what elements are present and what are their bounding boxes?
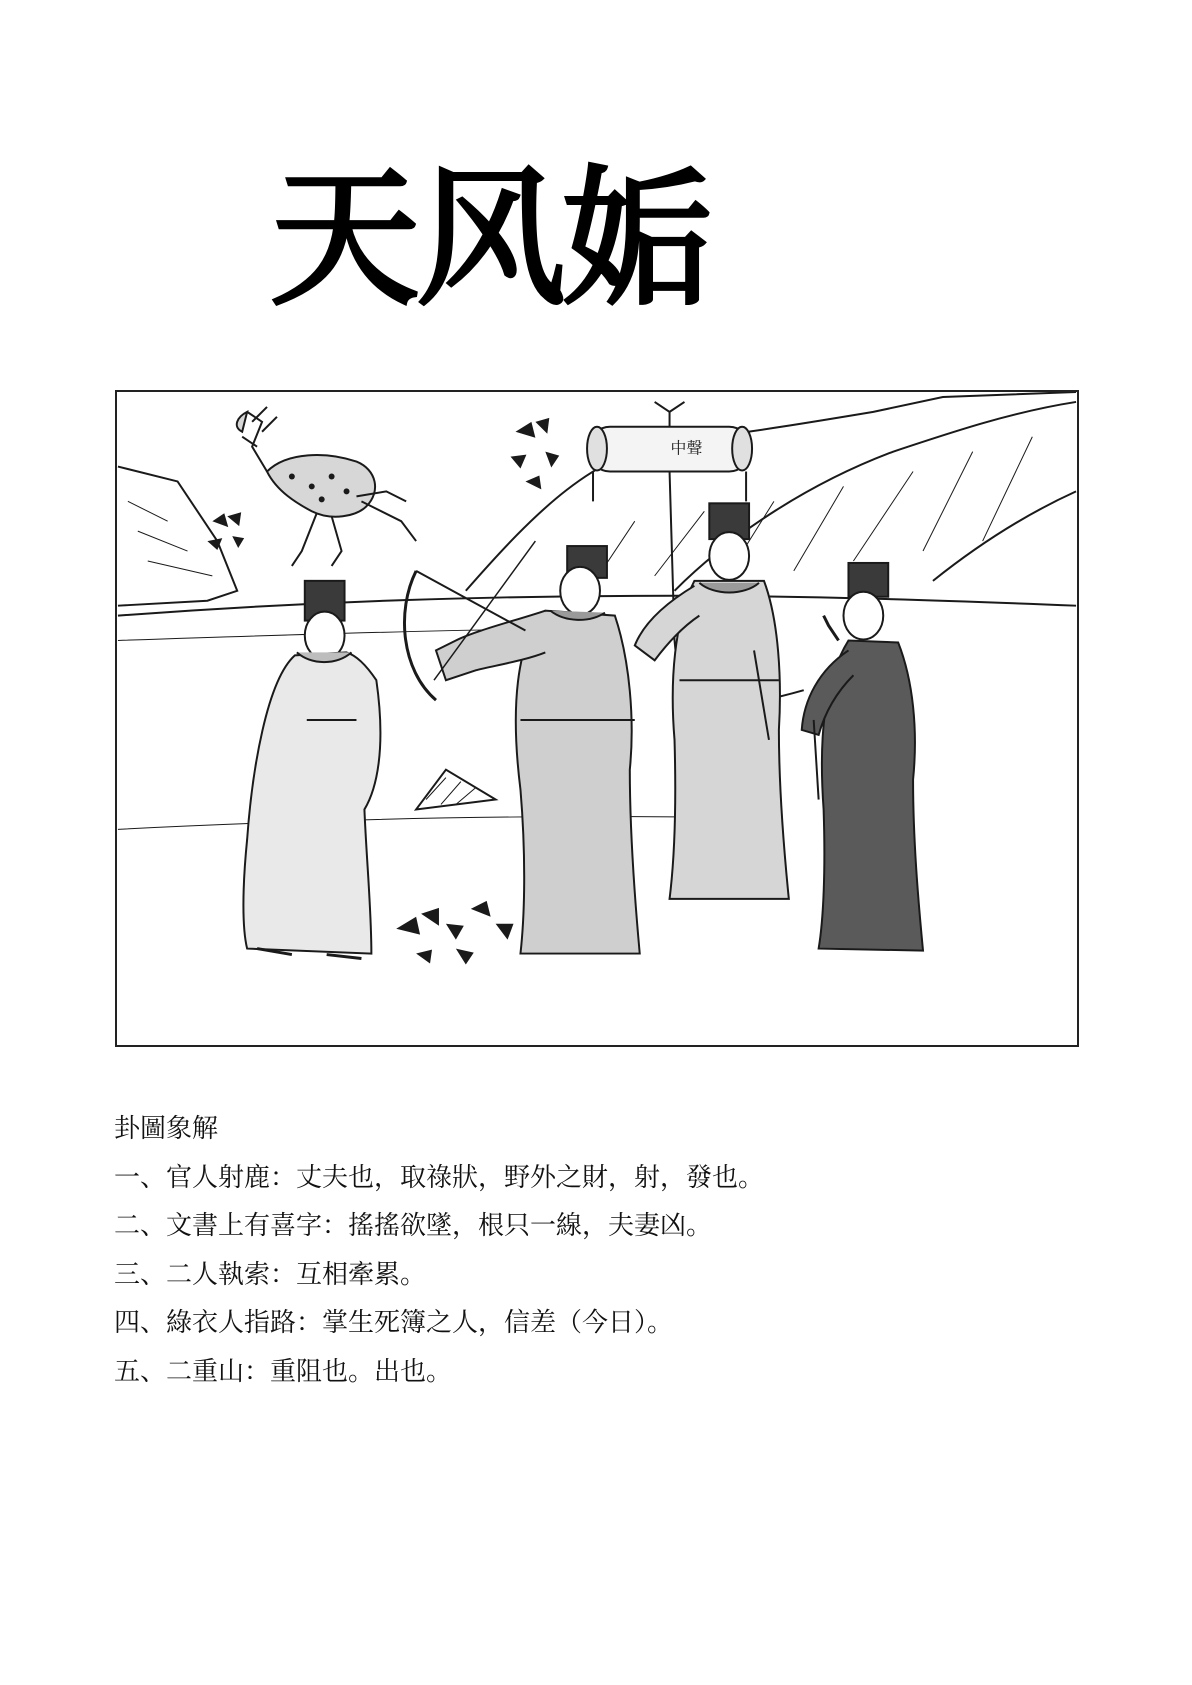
explanation-line-5: 五、二重山：重阻也。出也。 [114,1356,453,1387]
rope-holder [635,503,789,899]
explanation-line-1: 一、官人射鹿：丈夫也，取祿狀，野外之財，射，發也。 [114,1162,765,1193]
page-title: 天风姤 [270,153,709,327]
bamboo-center [511,418,560,490]
pointing-official [802,563,923,951]
archer [404,541,639,953]
explanation-line-2: 二、文書上有喜字：搖搖欲墜，根只一線，夫妻凶。 [114,1211,713,1241]
official-left [243,581,380,959]
illustration-canvas [117,392,1077,1045]
explanation-line-4: 四、綠衣人指路：掌生死簿之人，信差（今日）。 [114,1308,674,1338]
scroll-text: 中聲 [670,438,703,458]
bamboo-bottom [396,901,513,965]
explanation-heading: 卦圖象解 [114,1114,219,1144]
hexagram-explanation [114,1105,1074,1396]
explanation-line-3: 三、二人執索：互相牽累。 [114,1259,427,1290]
woodblock-illustration [115,390,1079,1047]
bamboo-left [207,512,244,550]
deer-figure [237,407,416,566]
